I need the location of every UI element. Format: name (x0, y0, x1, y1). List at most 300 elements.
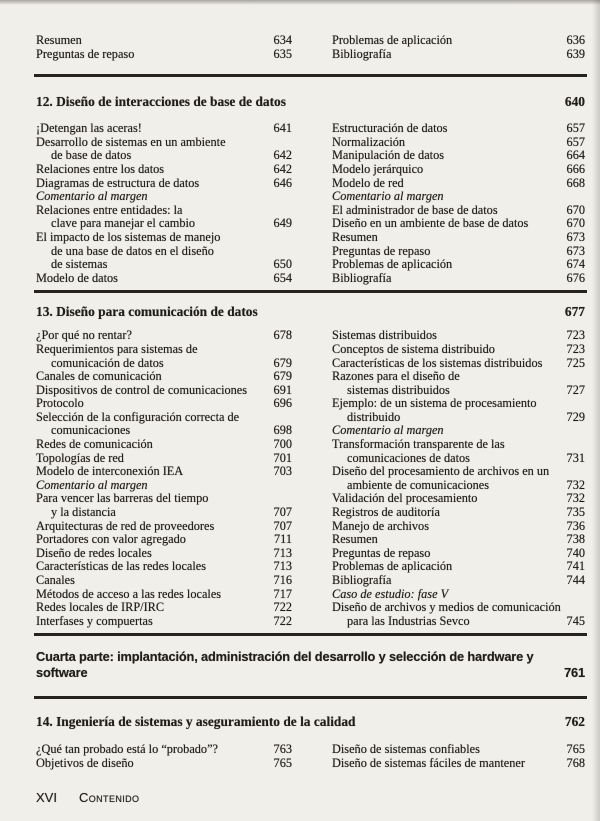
chapter-12-page-number: 640 (564, 94, 585, 110)
toc-line (36, 245, 292, 259)
toc-entry-page-number: 642 (273, 148, 292, 163)
toc-entry (332, 588, 585, 602)
toc-entry-title: Comentario al margen (332, 423, 444, 438)
toc-entry-title: Comentario al margen (36, 189, 148, 204)
intro-left-column (36, 34, 292, 61)
toc-line (332, 452, 585, 466)
toc-line (332, 520, 585, 534)
toc-entry-title: distribuido (347, 409, 401, 424)
toc-entry-title: Problemas de aplicación (332, 559, 453, 574)
toc-entry-title: Preguntas de repaso (36, 46, 135, 61)
section-divider (34, 696, 587, 699)
toc-entry-title: Redes de comunicación (36, 437, 153, 452)
toc-line (36, 204, 292, 218)
toc-entry-page-number: 646 (273, 175, 292, 190)
toc-entry (332, 258, 585, 272)
toc-entry-page-number: 725 (566, 355, 585, 370)
chapter-13-page-number: 677 (564, 304, 585, 320)
toc-line (332, 411, 585, 425)
toc-entry (36, 574, 292, 588)
toc-entry-page-number: 761 (564, 665, 585, 681)
chapter-14-right-column (332, 743, 585, 770)
toc-line (332, 438, 585, 452)
toc-entry (332, 601, 585, 628)
toc-entry-title: ¡Detengan las aceras! (36, 121, 142, 136)
toc-entry-page-number: 765 (566, 742, 585, 757)
toc-entry-title: de una base de datos en el diseño (51, 243, 214, 258)
toc-entry-title: Características de las redes locales (36, 559, 207, 574)
toc-entry-title: Objetivos de diseño (36, 755, 134, 770)
toc-entry (36, 615, 292, 629)
toc-entry (36, 588, 292, 602)
toc-entry-page-number: 711 (274, 532, 292, 547)
toc-entry-title: Métodos de acceso a las redes locales (36, 586, 222, 601)
toc-entry-page-number: 691 (273, 382, 292, 397)
toc-entry (332, 560, 585, 574)
toc-line (36, 357, 292, 371)
chapter-14-heading (36, 714, 585, 729)
toc-entry-title: Desarrollo de sistemas en un ambiente (36, 134, 226, 149)
toc-entry-title: Resumen (36, 33, 82, 47)
toc-line (36, 384, 292, 398)
toc-line (36, 533, 292, 547)
toc-entry (36, 48, 292, 62)
toc-line (36, 743, 292, 757)
toc-entry (36, 452, 292, 466)
chapter-13-entries (36, 329, 585, 628)
toc-entry (36, 560, 292, 574)
toc-line (36, 163, 292, 177)
toc-line (332, 506, 585, 520)
toc-entry-page-number: 735 (566, 505, 585, 520)
toc-entry-page-number: 731 (566, 450, 585, 465)
toc-entry-title: Canales de comunicación (36, 369, 162, 384)
toc-entry (36, 370, 292, 384)
toc-line (36, 122, 292, 136)
toc-entry-page-number: 673 (566, 243, 585, 258)
toc-line (332, 397, 585, 411)
toc-entry (36, 34, 292, 48)
toc-line (332, 424, 585, 438)
toc-line (36, 574, 292, 588)
chapter-13-right-column (332, 329, 585, 628)
section-divider (34, 290, 587, 293)
toc-entry-page-number: 723 (566, 328, 585, 343)
toc-line (332, 492, 585, 506)
toc-entry (36, 272, 292, 286)
toc-entry (332, 424, 585, 438)
toc-entry (36, 122, 292, 136)
toc-line (36, 343, 292, 357)
toc-entry-page-number: 732 (566, 477, 585, 492)
toc-entry-title: Bibliografía (332, 270, 392, 285)
toc-line (36, 217, 292, 231)
toc-entry (36, 397, 292, 411)
toc-entry-title: Conceptos de sistema distribuido (332, 341, 495, 356)
toc-entry (332, 343, 585, 357)
toc-line (36, 649, 585, 665)
toc-line (332, 601, 585, 615)
chapter-14-page-number: 762 (564, 714, 585, 730)
toc-entry (36, 492, 292, 519)
chapter-13-title: 13. Diseño para comunicación de datos (36, 304, 258, 320)
toc-entry-title: Canales (36, 573, 75, 587)
section-divider (34, 74, 587, 77)
toc-entry-title: de base de datos (51, 148, 132, 163)
toc-entry (36, 190, 292, 204)
toc-line (36, 272, 292, 286)
toc-line (332, 560, 585, 574)
toc-line (332, 149, 585, 163)
toc-entry-title: Relaciones entre los datos (36, 161, 165, 176)
toc-entry-title: Redes locales de IRP/IRC (36, 600, 165, 615)
toc-line (332, 384, 585, 398)
toc-entry-page-number: 713 (273, 559, 292, 574)
toc-line (36, 424, 292, 438)
toc-entry-page-number: 727 (566, 382, 585, 397)
toc-line (332, 757, 585, 771)
toc-entry-page-number: 657 (566, 134, 585, 149)
page-footer (36, 790, 585, 805)
toc-entry (332, 357, 585, 371)
toc-line (36, 615, 292, 629)
toc-entry-title: Interfases y compuertas (36, 613, 153, 628)
toc-entry-page-number: 716 (273, 573, 292, 587)
toc-line (36, 479, 292, 493)
toc-entry (332, 492, 585, 506)
toc-entry (332, 438, 585, 465)
toc-entry-title: comunicación de datos (51, 355, 164, 370)
toc-entry-page-number: 729 (566, 409, 585, 424)
toc-line (332, 533, 585, 547)
toc-entry (36, 204, 292, 231)
chapter-12-entries (36, 122, 585, 285)
toc-entry (36, 743, 292, 757)
toc-entry-title: Relaciones entre entidades: la (36, 202, 183, 217)
toc-entry (36, 163, 292, 177)
toc-entry (36, 136, 292, 163)
toc-entry-title: Resumen (332, 229, 378, 244)
toc-entry-page-number: 636 (566, 33, 585, 47)
toc-entry-title: de sistemas (51, 257, 108, 272)
toc-entry (332, 149, 585, 163)
toc-line (36, 588, 292, 602)
part-4-heading (36, 649, 585, 681)
toc-line (36, 177, 292, 191)
toc-line (36, 438, 292, 452)
toc-entry-page-number: 745 (566, 613, 585, 628)
toc-entry (36, 438, 292, 452)
toc-entry-title: Cuarta parte: implantación, administración del desarrollo y selección de hardware y (36, 649, 534, 665)
toc-line (36, 258, 292, 272)
toc-line (332, 465, 585, 479)
toc-line (36, 34, 292, 48)
toc-entry (36, 384, 292, 398)
toc-entry-title: ¿Qué tan probado está lo “probado”? (36, 742, 218, 757)
toc-entry-title: Modelo de datos (36, 270, 118, 285)
toc-entry-title: Comentario al margen (36, 477, 148, 492)
toc-entry-title: Diseño en un ambiente de base de datos (332, 216, 529, 231)
toc-entry (36, 411, 292, 438)
toc-entry (36, 343, 292, 370)
toc-entry (36, 547, 292, 561)
toc-entry (36, 757, 292, 771)
toc-entry-page-number: 635 (273, 46, 292, 61)
toc-entry-title: comunicaciones (51, 423, 131, 438)
toc-line (332, 48, 585, 62)
toc-entry (332, 190, 585, 204)
toc-entry (332, 48, 585, 62)
toc-entry-title: Diseño de sistemas fáciles de mantener (332, 755, 525, 770)
toc-entry-title: El administrador de base de datos (332, 202, 498, 217)
toc-line (36, 601, 292, 615)
toc-entry (332, 465, 585, 492)
toc-line (332, 177, 585, 191)
folio-page-number: XVI (36, 789, 57, 805)
toc-entry-title: Protocolo (36, 396, 84, 411)
toc-entry (36, 177, 292, 191)
toc-entry-page-number: 740 (566, 545, 585, 560)
toc-entry (36, 520, 292, 534)
toc-line (36, 465, 292, 479)
toc-line (36, 547, 292, 561)
toc-line (36, 329, 292, 343)
toc-entry-title: Selección de la configuración correcta de (36, 409, 240, 424)
toc-entry-page-number: 717 (273, 586, 292, 601)
chapter-12-heading (36, 94, 585, 109)
toc-entry (332, 245, 585, 259)
toc-entry-title: clave para manejar el cambio (51, 216, 196, 231)
toc-entry-page-number: 698 (273, 423, 292, 438)
toc-entry-page-number: 674 (566, 257, 585, 272)
toc-entry-page-number: 736 (566, 518, 585, 533)
toc-entry (332, 177, 585, 191)
toc-entry (332, 743, 585, 757)
toc-entry-title: Diseño de redes locales (36, 545, 152, 560)
toc-entry-title: Caso de estudio: fase V (332, 586, 449, 601)
toc-entry-page-number: 679 (273, 355, 292, 370)
toc-entry-title: Para vencer las barreras del tiempo (36, 491, 209, 506)
toc-entry-title: Diseño de archivos y medios de comunicación (332, 600, 561, 615)
toc-entry (36, 231, 292, 272)
toc-entry (332, 272, 585, 286)
toc-entry-page-number: 744 (566, 573, 585, 587)
running-title: Contenido (78, 789, 140, 805)
toc-entry-title: software (36, 665, 88, 681)
toc-entry-title: Arquitecturas de red de proveedores (36, 518, 215, 533)
toc-entry-page-number: 678 (273, 328, 292, 343)
toc-entry-title: Razones para el diseño de (332, 369, 460, 384)
toc-entry-page-number: 668 (566, 175, 585, 190)
toc-line (332, 258, 585, 272)
toc-entry-page-number: 666 (566, 161, 585, 176)
toc-entry-page-number: 700 (273, 437, 292, 452)
toc-line (332, 204, 585, 218)
toc-line (332, 217, 585, 231)
toc-entry-title: Problemas de aplicación (332, 33, 453, 47)
toc-entry-page-number: 768 (566, 755, 585, 770)
toc-entry-title: Topologías de red (36, 450, 124, 465)
toc-line (332, 370, 585, 384)
toc-line (36, 190, 292, 204)
toc-entry (332, 506, 585, 520)
toc-entry-page-number: 673 (566, 229, 585, 244)
toc-entry-title: para las Industrias Sevco (347, 613, 470, 628)
toc-entry-title: Manipulación de datos (332, 148, 445, 163)
toc-line (332, 245, 585, 259)
toc-entry-title: Problemas de aplicación (332, 257, 453, 272)
toc-entry (332, 136, 585, 150)
toc-entry (332, 533, 585, 547)
toc-entry-title: Transformación transparente de las (332, 437, 505, 452)
toc-line (36, 560, 292, 574)
toc-entry-title: Comentario al margen (332, 189, 444, 204)
toc-entry-title: Diseño del procesamiento de archivos en un (332, 464, 550, 479)
toc-entry-title: Normalización (332, 134, 406, 149)
toc-line (332, 163, 585, 177)
toc-entry-page-number: 670 (566, 216, 585, 231)
toc-entry-title: Modelo de red (332, 175, 404, 190)
toc-line (332, 588, 585, 602)
toc-entry-title: Portadores con valor agregado (36, 532, 186, 547)
toc-entry (36, 329, 292, 343)
toc-line (332, 547, 585, 561)
toc-line (36, 48, 292, 62)
toc-entry (332, 34, 585, 48)
toc-entry-page-number: 701 (273, 450, 292, 465)
toc-entry-title: Bibliografía (332, 46, 392, 61)
toc-entry-title: Diseño de sistemas confiables (332, 742, 480, 757)
chapter-12-right-column (332, 122, 585, 285)
toc-entry-title: ¿Por qué no rentar? (36, 328, 132, 343)
toc-entry-page-number: 722 (273, 613, 292, 628)
toc-entry-title: y la distancia (51, 505, 116, 520)
toc-line (332, 329, 585, 343)
toc-entry-title: sistemas distribuidos (347, 382, 450, 397)
toc-entry-page-number: 649 (273, 216, 292, 231)
toc-entry-page-number: 763 (273, 742, 292, 757)
toc-entry-page-number: 657 (566, 121, 585, 136)
toc-entry (332, 329, 585, 343)
toc-entry-title: Ejemplo: de un sistema de procesamiento (332, 396, 537, 411)
toc-entry-title: Bibliografía (332, 573, 392, 587)
toc-entry (36, 601, 292, 615)
toc-line (332, 574, 585, 588)
toc-line (332, 479, 585, 493)
toc-entry (332, 574, 585, 588)
toc-entry (332, 547, 585, 561)
toc-line (36, 492, 292, 506)
toc-entry-page-number: 654 (273, 270, 292, 285)
toc-line (36, 452, 292, 466)
toc-entry (332, 231, 585, 245)
toc-entry-page-number: 642 (273, 161, 292, 176)
toc-line (36, 506, 292, 520)
toc-entry (332, 397, 585, 424)
chapter-14-left-column (36, 743, 292, 770)
toc-entry (332, 217, 585, 231)
toc-entry-page-number: 676 (566, 270, 585, 285)
toc-entry-page-number: 679 (273, 369, 292, 384)
toc-entry-title: Registros de auditoría (332, 505, 440, 520)
toc-entry-page-number: 634 (273, 33, 292, 47)
toc-entry-page-number: 707 (273, 518, 292, 533)
toc-entry-title: ambiente de comunicaciones (347, 477, 490, 492)
toc-entry-title: Modelo jerárquico (332, 161, 424, 176)
toc-entry-title: Validación del procesamiento (332, 491, 478, 506)
toc-entry (332, 520, 585, 534)
toc-entry (36, 465, 292, 479)
toc-entry (332, 122, 585, 136)
toc-line (332, 122, 585, 136)
toc-entry-page-number: 641 (273, 121, 292, 136)
toc-line (332, 357, 585, 371)
toc-entry-page-number: 738 (566, 532, 585, 547)
toc-entry-title: Manejo de archivos (332, 518, 429, 533)
toc-entry (332, 370, 585, 397)
chapter-12-left-column (36, 122, 292, 285)
chapter-13-left-column (36, 329, 292, 628)
toc-line (36, 149, 292, 163)
toc-entry-page-number: 723 (566, 341, 585, 356)
toc-entry-page-number: 670 (566, 202, 585, 217)
toc-entry-page-number: 639 (566, 46, 585, 61)
chapter-12-title: 12. Diseño de interacciones de base de datos (36, 94, 286, 110)
toc-entry-page-number: 707 (273, 505, 292, 520)
toc-entry-title: El impacto de los sistemas de manejo (36, 229, 221, 244)
toc-entry-title: Preguntas de repaso (332, 243, 431, 258)
toc-entry (332, 163, 585, 177)
toc-entry (36, 479, 292, 493)
toc-entry-page-number: 713 (273, 545, 292, 560)
toc-line (36, 757, 292, 771)
toc-line (36, 520, 292, 534)
toc-line (332, 34, 585, 48)
toc-entry-title: Características de los sistemas distribuidos (332, 355, 543, 370)
toc-line (332, 743, 585, 757)
toc-entry-title: Dispositivos de control de comunicaciones (36, 382, 248, 397)
toc-entry (36, 533, 292, 547)
chapter-14-title: 14. Ingeniería de sistemas y aseguramiento de la calidad (36, 714, 356, 730)
chapter-13-heading (36, 304, 585, 319)
toc-entry (332, 204, 585, 218)
toc-entry-title: Resumen (332, 532, 378, 547)
toc-line (332, 272, 585, 286)
toc-entry-page-number: 732 (566, 491, 585, 506)
toc-entry-title: Preguntas de repaso (332, 545, 431, 560)
toc-entry-page-number: 650 (273, 257, 292, 272)
toc-entry-page-number: 741 (566, 559, 585, 574)
toc-line (36, 231, 292, 245)
toc-entry-title: Diagramas de estructura de datos (36, 175, 200, 190)
toc-line (36, 397, 292, 411)
toc-line (36, 411, 292, 425)
toc-line (36, 370, 292, 384)
toc-entry-title: comunicaciones de datos (347, 450, 470, 465)
toc-line (332, 615, 585, 629)
toc-entry-title: Sistemas distribuidos (332, 328, 437, 343)
chapter-14-entries (36, 743, 585, 770)
toc-line (36, 665, 585, 681)
toc-entry (36, 649, 585, 681)
intro-section (36, 34, 585, 61)
toc-entry-page-number: 765 (273, 755, 292, 770)
toc-line (332, 343, 585, 357)
section-divider (34, 633, 587, 636)
toc-entry-title: Estructuración de datos (332, 121, 448, 136)
toc-entry-page-number: 696 (273, 396, 292, 411)
toc-entry-page-number: 664 (566, 148, 585, 163)
